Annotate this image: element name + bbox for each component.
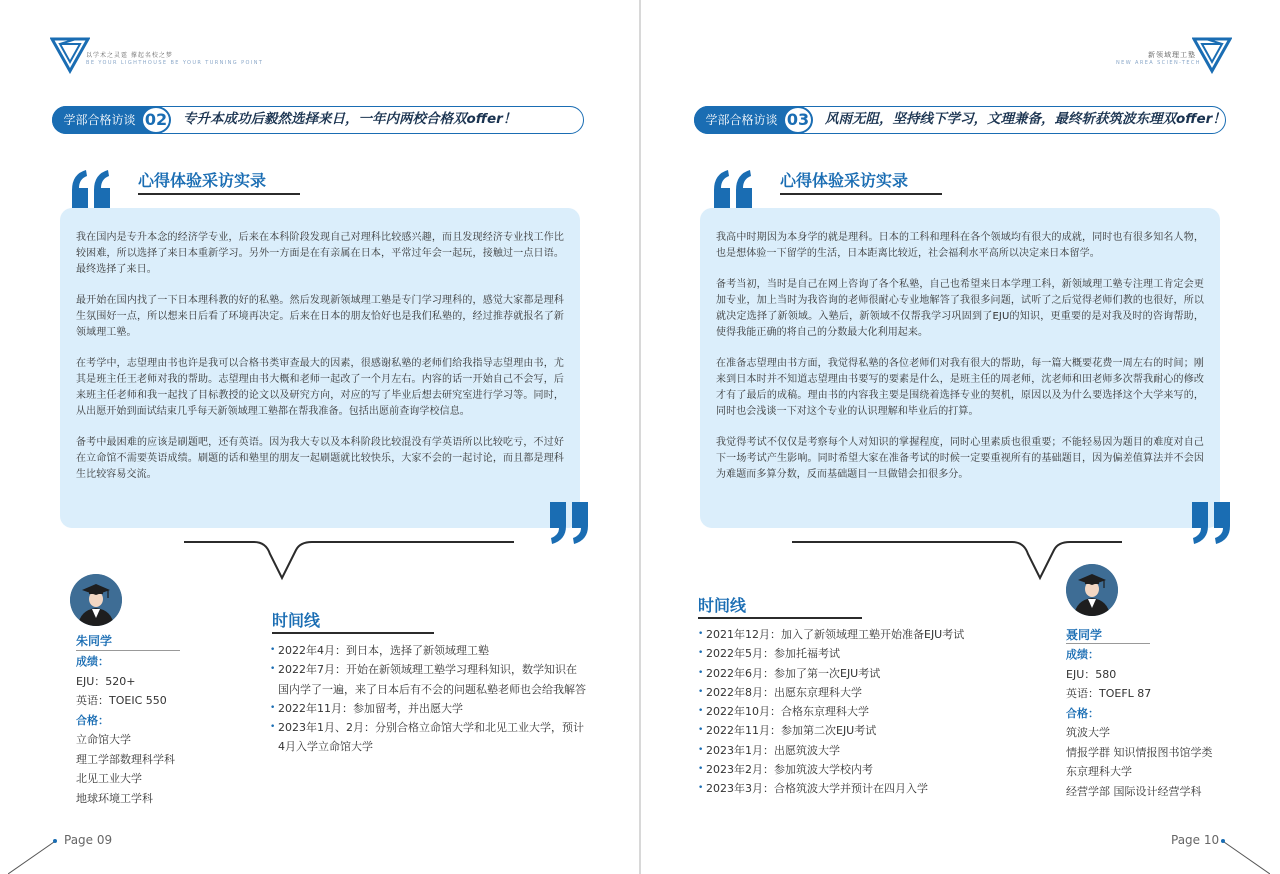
page-number: Page 09 bbox=[64, 833, 113, 847]
section-pill-label: 学部合格访谈 bbox=[694, 106, 810, 134]
section-number: 02 bbox=[141, 106, 171, 134]
student-avatar bbox=[70, 574, 122, 626]
score-value: 英语：TOEIC 550 bbox=[76, 694, 167, 707]
timeline-item: • 2021年12月：加入了新领域理工塾开始准备EJU考试 bbox=[698, 625, 1038, 644]
page-right bbox=[640, 0, 1280, 874]
section-title: 风雨无阻，坚持线下学习，文理兼备，最终斩获筑波东理双offer！ bbox=[825, 111, 1226, 127]
timeline-item: • 2023年2月：参加筑波大学校内考 bbox=[698, 760, 1038, 779]
heading-underline bbox=[780, 193, 942, 195]
header-slogan-en: BE YOUR LIGHTHOUSE BE YOUR TURNING POINT bbox=[86, 60, 264, 66]
timeline-list bbox=[698, 625, 1038, 799]
pass-value: 经营学部 国际设计经营学科 bbox=[1066, 784, 1202, 798]
timeline-item: • 2022年10月：合格东京理科大学 bbox=[698, 702, 1038, 721]
pass-value: 筑波大学 bbox=[1066, 726, 1110, 739]
pass-value: 北见工业大学 bbox=[76, 772, 142, 785]
timeline-item: • 2023年1月：出愿筑波大学 bbox=[698, 741, 1038, 760]
heading-underline bbox=[138, 193, 300, 195]
timeline-heading: 时间线 bbox=[272, 611, 321, 630]
interview-paragraph: 我在国内是专升本念的经济学专业，后来在本科阶段发现自己对理科比较感兴趣，而且发现经济专业找工作比较困难，所以选择了来日本重新学习。另外一方面是在有亲属在日本，平常过年会一起玩，接触过一点日语。最终选择了来日。 bbox=[76, 232, 564, 275]
interview-paragraph: 我高中时期因为本身学的就是理科。日本的工科和理科在各个领域均有很大的成就，同时也有很多知名人物，也是想体验一下留学的生活，日本距离比较近，社会福利水平高所以决定来日本留学。 bbox=[716, 232, 1204, 259]
pass-label: 合格： bbox=[1066, 706, 1099, 720]
interview-paragraph: 备考中最困难的应该是刷题吧，还有英语。因为我大专以及本科阶段比较混没有学英语所以比较吃亏，不过好在立命馆不需要英语成绩。刷题的话和塾里的朋友一起刷题就比较快乐，大家不会的一起讨论，而且都是理科生比较容易交流。 bbox=[76, 437, 564, 480]
timeline-underline bbox=[698, 617, 862, 619]
section-title-bar bbox=[52, 106, 584, 134]
score-value: 英语：TOEFL 87 bbox=[1066, 687, 1152, 700]
section-number: 03 bbox=[783, 106, 813, 134]
close-quote-icon bbox=[546, 500, 592, 544]
timeline-underline bbox=[272, 632, 434, 634]
interview-bubble bbox=[700, 208, 1220, 528]
timeline-item: • 2022年5月：参加托福考试 bbox=[698, 644, 1038, 663]
header-slogan-cn: 以学术之灵霆 撑起名校之梦 bbox=[86, 52, 173, 59]
speech-pointer bbox=[184, 532, 514, 582]
timeline-item: • 2022年7月：开始在新领域理工塾学习理科知识，数学知识在国内学了一遍，来了日本后有不会的问题私塾老师也会给我解答 bbox=[270, 660, 586, 699]
section-pill-label: 学部合格访谈 bbox=[52, 106, 168, 134]
pass-label: 合格： bbox=[76, 713, 109, 727]
score-label: 成绩： bbox=[76, 655, 109, 668]
score-label: 成绩： bbox=[1066, 648, 1099, 661]
interview-paragraph: 最开始在国内找了一下日本理科教的好的私塾。然后发现新领域理工塾是专门学习理科的，感觉大家都是理科生氛围好一点，所以想来日后看了环境再决定。后来在日本的朋友恰好也是我们私塾的，经过推荐就报名了新领域理工塾。 bbox=[76, 295, 564, 338]
brand-logo-icon bbox=[1192, 36, 1232, 74]
name-underline bbox=[76, 650, 180, 651]
pass-value: 理工学部数理科学科 bbox=[76, 752, 175, 766]
student-name: 朱同学 bbox=[76, 634, 113, 648]
timeline-item: • 2023年1月、2月：分别合格立命馆大学和北见工业大学，预计4月入学立命馆大学 bbox=[270, 718, 586, 757]
timeline-heading: 时间线 bbox=[698, 596, 747, 615]
student-info bbox=[76, 652, 175, 808]
student-avatar bbox=[1066, 564, 1118, 616]
timeline-item: • 2022年8月：出愿东京理科大学 bbox=[698, 683, 1038, 702]
pass-value: 情报学群 知识情报图书馆学类 bbox=[1066, 745, 1213, 759]
page-number: Page 10 bbox=[1171, 833, 1220, 847]
header-brand-en: NEW AREA SCIEN-TECH bbox=[1116, 60, 1201, 66]
student-name: 聂同学 bbox=[1066, 628, 1103, 642]
footer-line-icon bbox=[8, 838, 58, 874]
timeline-item: • 2022年6月：参加了第一次EJU考试 bbox=[698, 664, 1038, 683]
timeline-item: • 2022年11月：参加留考，并出愿大学 bbox=[270, 699, 586, 718]
score-value: EJU：520+ bbox=[76, 674, 136, 688]
interview-paragraph: 备考当初，当时是自己在网上咨询了各个私塾，自己也希望来日本学理工科，新领域理工塾专注理工肯定会更加专业，加上当时为我咨询的老师很耐心专业地解答了我很多问题，试听了之后觉得老师们教的也很好，所以就决定选择了新领域。入塾后，新领域不仅帮我学习巩固到了EJU的知识，更重要的是对我及时的咨询帮助，使得我能正确的将自己的分数最大化利用起来。 bbox=[716, 279, 1204, 338]
footer-line-icon bbox=[1220, 838, 1270, 874]
section-title: 专升本成功后毅然选择来日，一年内两校合格双offer！ bbox=[183, 111, 517, 127]
header-brand-cn: 新领域理工塾 bbox=[1148, 51, 1196, 59]
name-underline bbox=[1066, 643, 1150, 644]
close-quote-icon bbox=[1188, 500, 1234, 544]
brand-logo-icon bbox=[50, 36, 90, 74]
interview-paragraph: 在准备志望理由书方面，我觉得私塾的各位老师们对我有很大的帮助，每一篇大概要花费一周左右的时间；刚来到日本时并不知道志望理由书要写的要素是什么，是班主任的周老师，沈老师和田老师多次帮我耐心的修改才有了最后的成稿。理由书的内容我主要是围绕着选择专业的契机，原因以及为什么要选择这个大学来写的，同时也会浅谈一下对这个专业的认识理解和毕业后的打算。 bbox=[716, 358, 1204, 417]
score-value: EJU：580 bbox=[1066, 667, 1117, 681]
timeline-item: • 2023年3月：合格筑波大学并预计在四月入学 bbox=[698, 779, 1038, 798]
interview-paragraph: 在考学中，志望理由书也许是我可以合格书类审查最大的因素，很感谢私塾的老师们给我指导志望理由书，尤其是班主任王老师对我的帮助。志望理由书大概和老师一起改了一个月左右。内容的话一开始自己不会写，后来班主任老师和我一起找了目标教授的论文以及研究方向，对应的写了毕业后想去研究室进行学习等。同时，从出愿开始到面试结束几乎每天新领域理工塾都在帮我准备。包括出愿前查询学校信息。 bbox=[76, 358, 564, 417]
interview-paragraph: 我觉得考试不仅仅是考察每个人对知识的掌握程度，同时心里素质也很重要；不能轻易因为题目的难度对自己下一场考试产生影响。同时希望大家在准备考试的时候一定要重视所有的基础题目，因为偏差值算法并不会因为难题而多算分数，反而基础题目一旦做错会扣很多分。 bbox=[716, 437, 1204, 480]
student-info bbox=[1066, 645, 1213, 801]
pass-value: 地球环境工学科 bbox=[76, 791, 153, 805]
timeline-list bbox=[270, 641, 586, 757]
pass-value: 立命馆大学 bbox=[76, 733, 131, 746]
interview-heading: 心得体验采访实录 bbox=[780, 171, 909, 190]
interview-heading: 心得体验采访实录 bbox=[138, 171, 267, 190]
timeline-item: • 2022年11月：参加第二次EJU考试 bbox=[698, 721, 1038, 740]
timeline-item: • 2022年4月：到日本，选择了新领域理工塾 bbox=[270, 641, 586, 660]
pass-value: 东京理科大学 bbox=[1066, 765, 1132, 778]
section-title-bar bbox=[694, 106, 1226, 134]
interview-bubble bbox=[60, 208, 580, 528]
